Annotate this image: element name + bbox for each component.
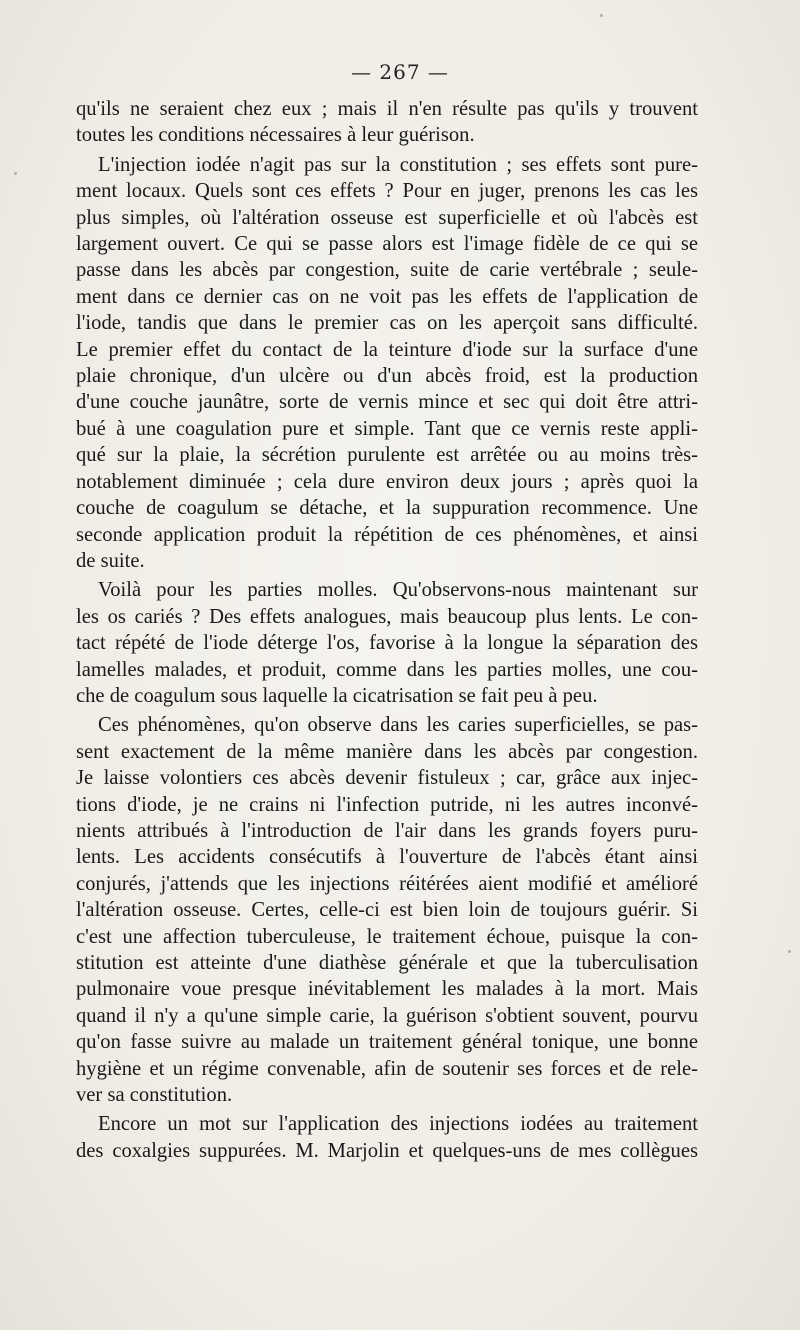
paragraph — [76, 577, 698, 709]
text-line: ment dans ce dernier cas on ne voit pas les effets de l'application de — [76, 285, 698, 308]
text-line: Ces phénomènes, qu'on observe dans les caries superficielles, se pas- — [98, 714, 698, 737]
paragraph — [76, 96, 698, 149]
text-line: che de coagulum sous laquelle la cicatrisation se fait peu à peu. — [76, 684, 598, 707]
paragraph — [76, 1111, 698, 1164]
text-line: l'altération osseuse. Certes, celle-ci est bien loin de toujours guérir. Si — [76, 899, 698, 922]
text-line: toutes les conditions nécessaires à leur guérison. — [76, 124, 475, 147]
text-line: Encore un mot sur l'application des injections iodées au traitement — [98, 1113, 698, 1136]
text-line: plaie chronique, d'un ulcère ou d'un abcès froid, est la production — [76, 365, 698, 388]
text-line: c'est une affection tuberculeuse, le traitement échoue, puisque la con- — [76, 925, 698, 948]
text-line: Voilà pour les parties molles. Qu'observons-nous maintenant sur — [98, 579, 698, 602]
text-line: seconde application produit la répétition de ces phénomènes, et ainsi — [76, 523, 698, 546]
text-line: lamelles malades, et produit, comme dans les parties molles, une cou- — [76, 658, 698, 681]
text-line: qué sur la plaie, la sécrétion purulente est arrêtée ou au moins très- — [76, 444, 698, 467]
text-line: l'iode, tandis que dans le premier cas on les aperçoit sans difficulté. — [76, 312, 698, 335]
page-number: — 267 — — [351, 60, 449, 84]
text-line: ver sa constitution. — [76, 1084, 233, 1107]
text-line: conjurés, j'attends que les injections réitérées aient modifié et amélioré — [76, 872, 698, 895]
text-line: Je laisse volontiers ces abcès devenir fistuleux ; car, grâce aux injec- — [76, 767, 698, 790]
paper-speck — [788, 950, 791, 953]
text-line: Le premier effet du contact de la teinture d'iode sur la surface d'une — [76, 338, 698, 361]
paragraph — [76, 152, 698, 575]
text-line: qu'ils ne seraient chez eux ; mais il n'en résulte pas qu'ils y trouvent — [76, 98, 698, 120]
text-line: tions d'iode, je ne crains ni l'infection putride, ni les autres inconvé- — [76, 793, 698, 816]
text-line: hygiène et un régime convenable, afin de soutenir ses forces et de rele- — [76, 1057, 698, 1080]
text-line: passe dans les abcès par congestion, suite de carie vertébrale ; seule- — [76, 259, 698, 282]
text-line: quand il n'y a qu'une simple carie, la guérison s'obtient souvent, pourvu — [76, 1004, 698, 1027]
body-text — [76, 96, 698, 1164]
text-line: d'une couche jaunâtre, sorte de vernis mince et sec qui doit être attri- — [76, 391, 698, 414]
text-line: des coxalgies suppurées. M. Marjolin et quelques-uns de mes collègues — [76, 1139, 698, 1162]
text-line: nients attribués à l'introduction de l'air dans les grands foyers puru- — [76, 819, 698, 842]
text-line: de suite. — [76, 549, 145, 572]
text-line: stitution est atteinte d'une diathèse générale et que la tuberculisation — [76, 952, 698, 974]
text-line: qu'on fasse suivre au malade un traitement général tonique, une bonne — [76, 1031, 698, 1054]
text-line: largement ouvert. Ce qui se passe alors est l'image fidèle de ce qui se — [76, 233, 698, 256]
text-line: lents. Les accidents consécutifs à l'ouverture de l'abcès étant ainsi — [76, 846, 698, 869]
paragraph — [76, 712, 698, 1108]
text-line: ment locaux. Quels sont ces effets ? Pour en juger, prenons les cas les — [76, 180, 698, 203]
text-line: pulmonaire voue presque inévitablement les malades à la mort. Mais — [76, 978, 698, 1001]
text-line: L'injection iodée n'agit pas sur la constitution ; ses effets sont pure- — [98, 153, 698, 176]
text-line: plus simples, où l'altération osseuse est superficielle et où l'abcès est — [76, 206, 698, 229]
text-line: couche de coagulum se détache, et la suppuration recommence. Une — [76, 497, 698, 520]
text-line: tact répété de l'iode déterge l'os, favorise à la longue la séparation des — [76, 632, 698, 655]
paper-speck — [600, 14, 603, 17]
text-line: sent exactement de la même manière dans les abcès par congestion. — [76, 740, 698, 763]
text-line: bué à une coagulation pure et simple. Tant que ce vernis reste appli- — [76, 417, 698, 440]
text-line: notablement diminuée ; cela dure environ deux jours ; après quoi la — [76, 470, 698, 493]
paper-speck — [14, 172, 17, 175]
text-line: les os cariés ? Des effets analogues, mais beaucoup plus lents. Le con- — [76, 605, 698, 628]
